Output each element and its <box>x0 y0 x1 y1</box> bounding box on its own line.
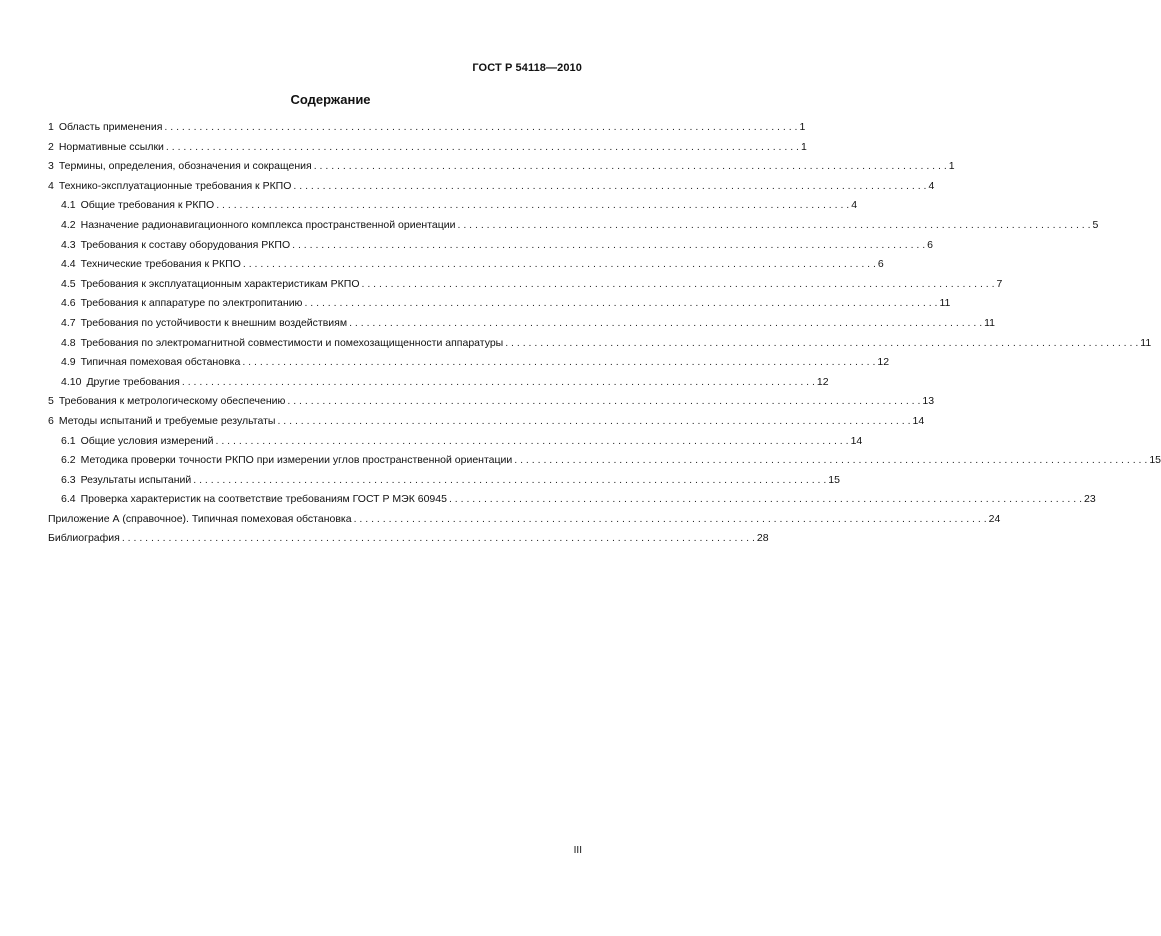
toc-leader-dots <box>166 138 799 158</box>
toc-entry[interactable] <box>48 334 1152 354</box>
toc-leader-dots <box>304 294 937 314</box>
toc-entry-page: 11 <box>984 316 996 329</box>
toc-entry-number: 4.7 <box>61 316 76 329</box>
toc-leader-dots <box>505 334 1138 354</box>
toc-entry-page: 15 <box>828 473 840 486</box>
toc-entry-number: 2 <box>48 140 54 153</box>
toc-entry-number: 4.6 <box>61 297 76 310</box>
toc-entry-page: 6 <box>927 238 934 251</box>
toc-leader-dots <box>362 275 995 295</box>
toc-entry[interactable] <box>48 432 863 452</box>
toc-leader-dots <box>277 412 910 432</box>
toc-entry[interactable] <box>48 138 807 158</box>
toc-entry[interactable] <box>48 529 769 549</box>
toc-entry-title: Область применения <box>58 121 163 133</box>
toc-entry-page: 24 <box>988 512 1001 525</box>
toc-entry-number: 4.2 <box>61 218 76 231</box>
toc-leader-dots <box>293 177 926 197</box>
toc-entry[interactable] <box>48 294 951 314</box>
toc-entry[interactable] <box>48 216 1099 236</box>
toc-entry[interactable] <box>48 353 890 373</box>
document-id: ГОСТ Р 54118—2010 <box>472 62 582 74</box>
toc-entry-number: 6.4 <box>61 493 76 506</box>
toc-entry-title: Требования к эксплуатационным характеристикам РКПО <box>80 277 360 290</box>
toc-entry-number: 4.9 <box>61 356 76 369</box>
toc-entry-page: 1 <box>799 121 806 133</box>
toc-leader-dots <box>449 490 1082 510</box>
toc-entry-page: 23 <box>1084 493 1096 506</box>
toc-entry-title: Методика проверки точности РКПО при измерении углов пространственной ориентации <box>80 454 513 467</box>
toc-leader-dots <box>242 353 875 373</box>
toc-entry-title: Требования к аппаратуре по электропитанию <box>80 297 303 310</box>
toc-entry[interactable] <box>48 373 829 393</box>
toc-entry[interactable] <box>48 275 1003 295</box>
toc-entry-title: Методы испытаний и требуемые результаты <box>58 414 276 427</box>
toc-entry-title: Технические требования к РКПО <box>80 258 241 271</box>
toc-entry[interactable] <box>48 177 935 197</box>
toc-entry-page: 12 <box>877 356 890 369</box>
toc-leader-dots <box>514 451 1147 471</box>
toc-entry-page: 4 <box>851 199 858 212</box>
toc-entry-number: 3 <box>48 160 54 173</box>
toc-entry-title: Общие требования к РКПО <box>80 199 215 212</box>
table-of-contents <box>48 118 1161 549</box>
toc-entry-title: Другие требования <box>86 375 180 388</box>
toc-entry-title: Термины, определения, обозначения и сокращения <box>58 160 312 173</box>
toc-entry-page: 11 <box>1140 336 1152 349</box>
toc-leader-dots <box>182 373 815 393</box>
toc-leader-dots <box>122 529 755 549</box>
toc-entry-page: 15 <box>1149 454 1161 467</box>
toc-entry-title: Нормативные ссылки <box>58 140 164 153</box>
toc-entry[interactable] <box>48 157 955 177</box>
toc-leader-dots <box>287 392 920 412</box>
toc-entry-number: 4.10 <box>61 375 82 388</box>
toc-entry-title: Проверка характеристик на соответствие требованиям ГОСТ Р МЭК 60945 <box>80 493 447 506</box>
toc-entry-number: 1 <box>48 121 54 133</box>
toc-entry-title: Требования к метрологическому обеспечению <box>58 395 286 408</box>
toc-entry-page: 14 <box>912 414 925 427</box>
toc-entry-title: Требования по электромагнитной совместимости и помехозащищенности аппаратуры <box>80 336 504 349</box>
toc-entry-number: 5 <box>48 395 54 408</box>
toc-entry-number: 4.1 <box>61 199 76 212</box>
toc-entry-title: Результаты испытаний <box>80 473 192 486</box>
toc-entry-title: Требования по устойчивости к внешним воздействиям <box>80 316 348 329</box>
toc-entry-number: 4 <box>48 179 54 192</box>
toc-entry-page: 28 <box>756 532 769 545</box>
toc-leader-dots <box>216 196 849 216</box>
page-title: Содержание <box>290 92 371 107</box>
toc-leader-dots <box>164 118 797 138</box>
toc-entry-page: 14 <box>850 434 863 447</box>
toc-entry-number: 4.4 <box>61 258 76 271</box>
toc-entry-page: 12 <box>816 375 829 388</box>
toc-entry-title: Назначение радионавигационного комплекса пространственной ориентации <box>80 218 456 231</box>
toc-leader-dots <box>354 510 987 530</box>
toc-entry-page: 1 <box>948 160 955 173</box>
toc-entry-number: 4.5 <box>61 277 76 290</box>
toc-entry-page: 7 <box>996 277 1003 290</box>
toc-entry[interactable] <box>48 490 1096 510</box>
toc-entry-page: 13 <box>922 395 935 408</box>
toc-leader-dots <box>292 236 925 256</box>
toc-entry[interactable] <box>48 255 884 275</box>
toc-leader-dots <box>193 471 826 491</box>
toc-entry-page: 6 <box>877 258 884 271</box>
toc-entry-title: Приложение А (справочное). Типичная помеховая обстановка <box>48 512 352 525</box>
toc-entry-page: 4 <box>928 179 935 192</box>
toc-entry[interactable] <box>48 471 840 491</box>
toc-entry-title: Требования к составу оборудования РКПО <box>80 238 291 251</box>
toc-leader-dots <box>314 157 947 177</box>
toc-leader-dots <box>216 432 849 452</box>
toc-entry-number: 6.3 <box>61 473 76 486</box>
toc-entry-page: 1 <box>800 140 807 153</box>
toc-entry-number: 4.8 <box>61 336 76 349</box>
toc-entry-number: 6 <box>48 414 54 427</box>
toc-entry-page: 11 <box>939 297 951 310</box>
toc-entry[interactable] <box>48 412 925 432</box>
toc-entry[interactable] <box>48 392 935 412</box>
toc-leader-dots <box>243 255 876 275</box>
toc-entry-number: 6.1 <box>61 434 76 447</box>
toc-entry-title: Технико-эксплуатационные требования к РКПО <box>58 179 292 192</box>
toc-entry[interactable] <box>48 236 934 256</box>
toc-entry-title: Общие условия измерений <box>80 434 214 447</box>
toc-leader-dots <box>458 216 1091 236</box>
toc-entry[interactable] <box>48 196 858 216</box>
toc-entry-number: 4.3 <box>61 238 76 251</box>
toc-entry-title: Библиография <box>48 532 120 545</box>
toc-entry-number: 6.2 <box>61 454 76 467</box>
toc-entry[interactable] <box>48 314 996 334</box>
page-number: III <box>573 845 582 856</box>
toc-entry[interactable] <box>48 118 806 138</box>
toc-entry-page: 5 <box>1092 218 1099 231</box>
toc-entry[interactable] <box>48 510 1001 530</box>
toc-leader-dots <box>349 314 982 334</box>
toc-entry-title: Типичная помеховая обстановка <box>80 356 241 369</box>
toc-entry[interactable] <box>48 451 1161 471</box>
